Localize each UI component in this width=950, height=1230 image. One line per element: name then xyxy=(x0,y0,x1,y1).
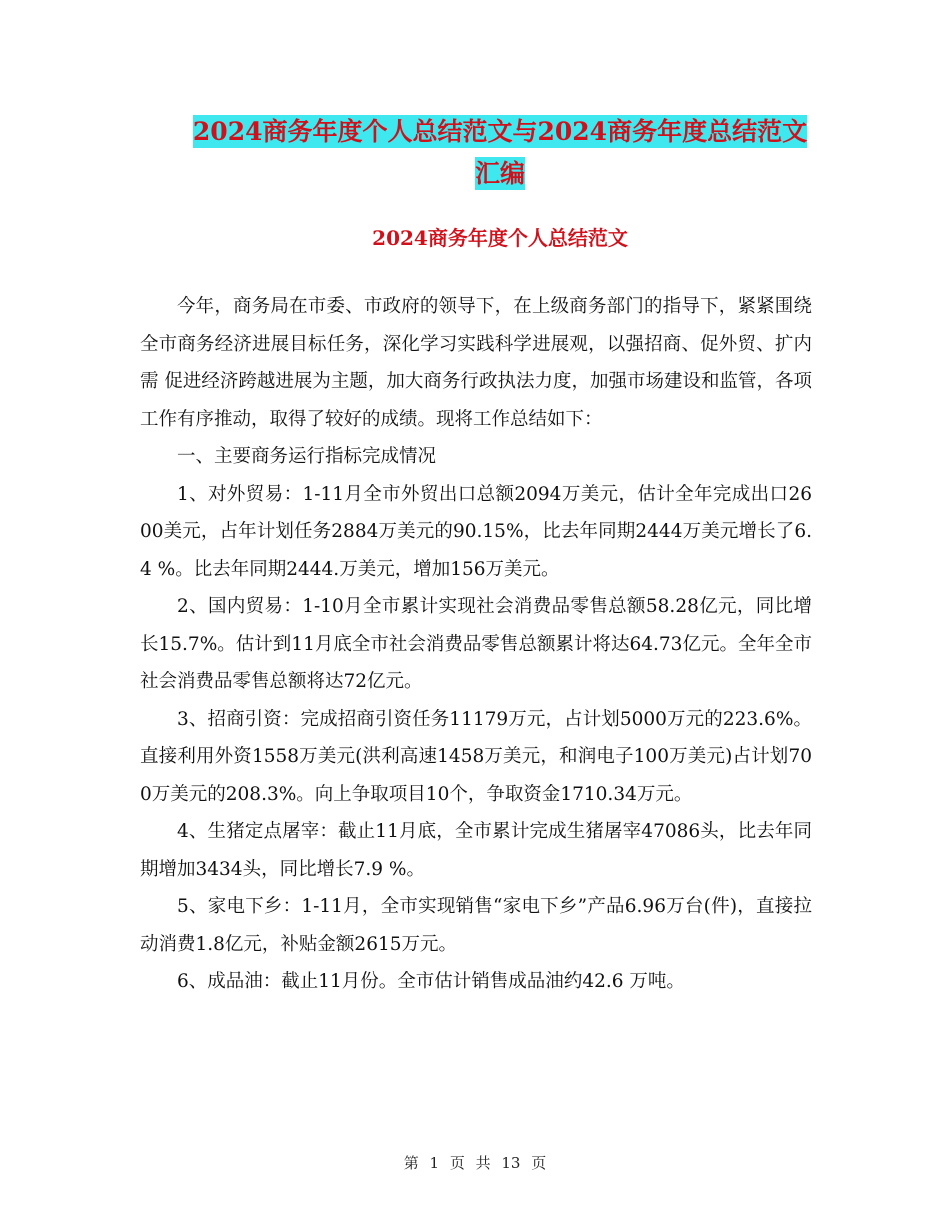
title-highlight-2: 汇编 xyxy=(474,159,525,188)
document-body xyxy=(140,288,812,1001)
paragraph-oil: 6、成品油：截止11月份。全市估计销售成品油约42.6 万吨。 xyxy=(177,971,685,992)
paragraph-heading-1: 一、主要商务运行指标完成情况 xyxy=(177,446,437,467)
paragraph-slaughter: 4、生猪定点屠宰：截止11月底，全市累计完成生猪屠宰47086头，比去年同期增加3434头，同比增长7.9 %。 xyxy=(140,821,812,880)
document-title-line-2 xyxy=(140,154,860,194)
section-title: 2024商务年度个人总结范文 xyxy=(372,226,628,250)
page-footer: 第 1 页 共 13 页 xyxy=(403,1154,547,1172)
paragraph-domestic-trade: 2、国内贸易：1-10月全市累计实现社会消费品零售总额58.28亿元，同比增长15.7%。估计到11月底全市社会消费品零售总额累计将达64.73亿元。全年全市社会消费品零售总额将达72亿元。 xyxy=(140,596,812,692)
paragraph-appliances: 5、家电下乡：1-11月，全市实现销售“家电下乡”产品6.96万台(件)，直接拉动消费1.8亿元，补贴金额2615万元。 xyxy=(140,896,812,955)
paragraph-investment: 3、招商引资：完成招商引资任务11179万元，占计划5000万元的223.6%。直接利用外资1558万美元(洪利高速1458万美元，和润电子100万美元)占计划700万美元的208.3%。向上争取项目10个，争取资金1710.34万元。 xyxy=(140,708,812,805)
paragraph-intro: 今年，商务局在市委、市政府的领导下，在上级商务部门的指导下，紧紧围绕全市商务经济进展目标任务，深化学习实践科学进展观，以强招商、促外贸、扩内需 促进经济跨越进展为主题，加大商务行政执法力度，加强市场建设和监管，各项工作有序推动，取得了较好的成绩。现将工作总结如下： xyxy=(140,296,812,430)
paragraph-foreign-trade: 1、对外贸易：1-11月全市外贸出口总额2094万美元，估计全年完成出口2600美元，占年计划任务2884万美元的90.15%，比去年同期2444万美元增长了6.4 %。比去年同期2444.万美元，增加156万美元。 xyxy=(140,483,812,580)
title-highlight-1: 2024商务年度个人总结范文与2024商务年度总结范文 xyxy=(192,117,808,146)
document-title-line-1 xyxy=(140,112,860,152)
